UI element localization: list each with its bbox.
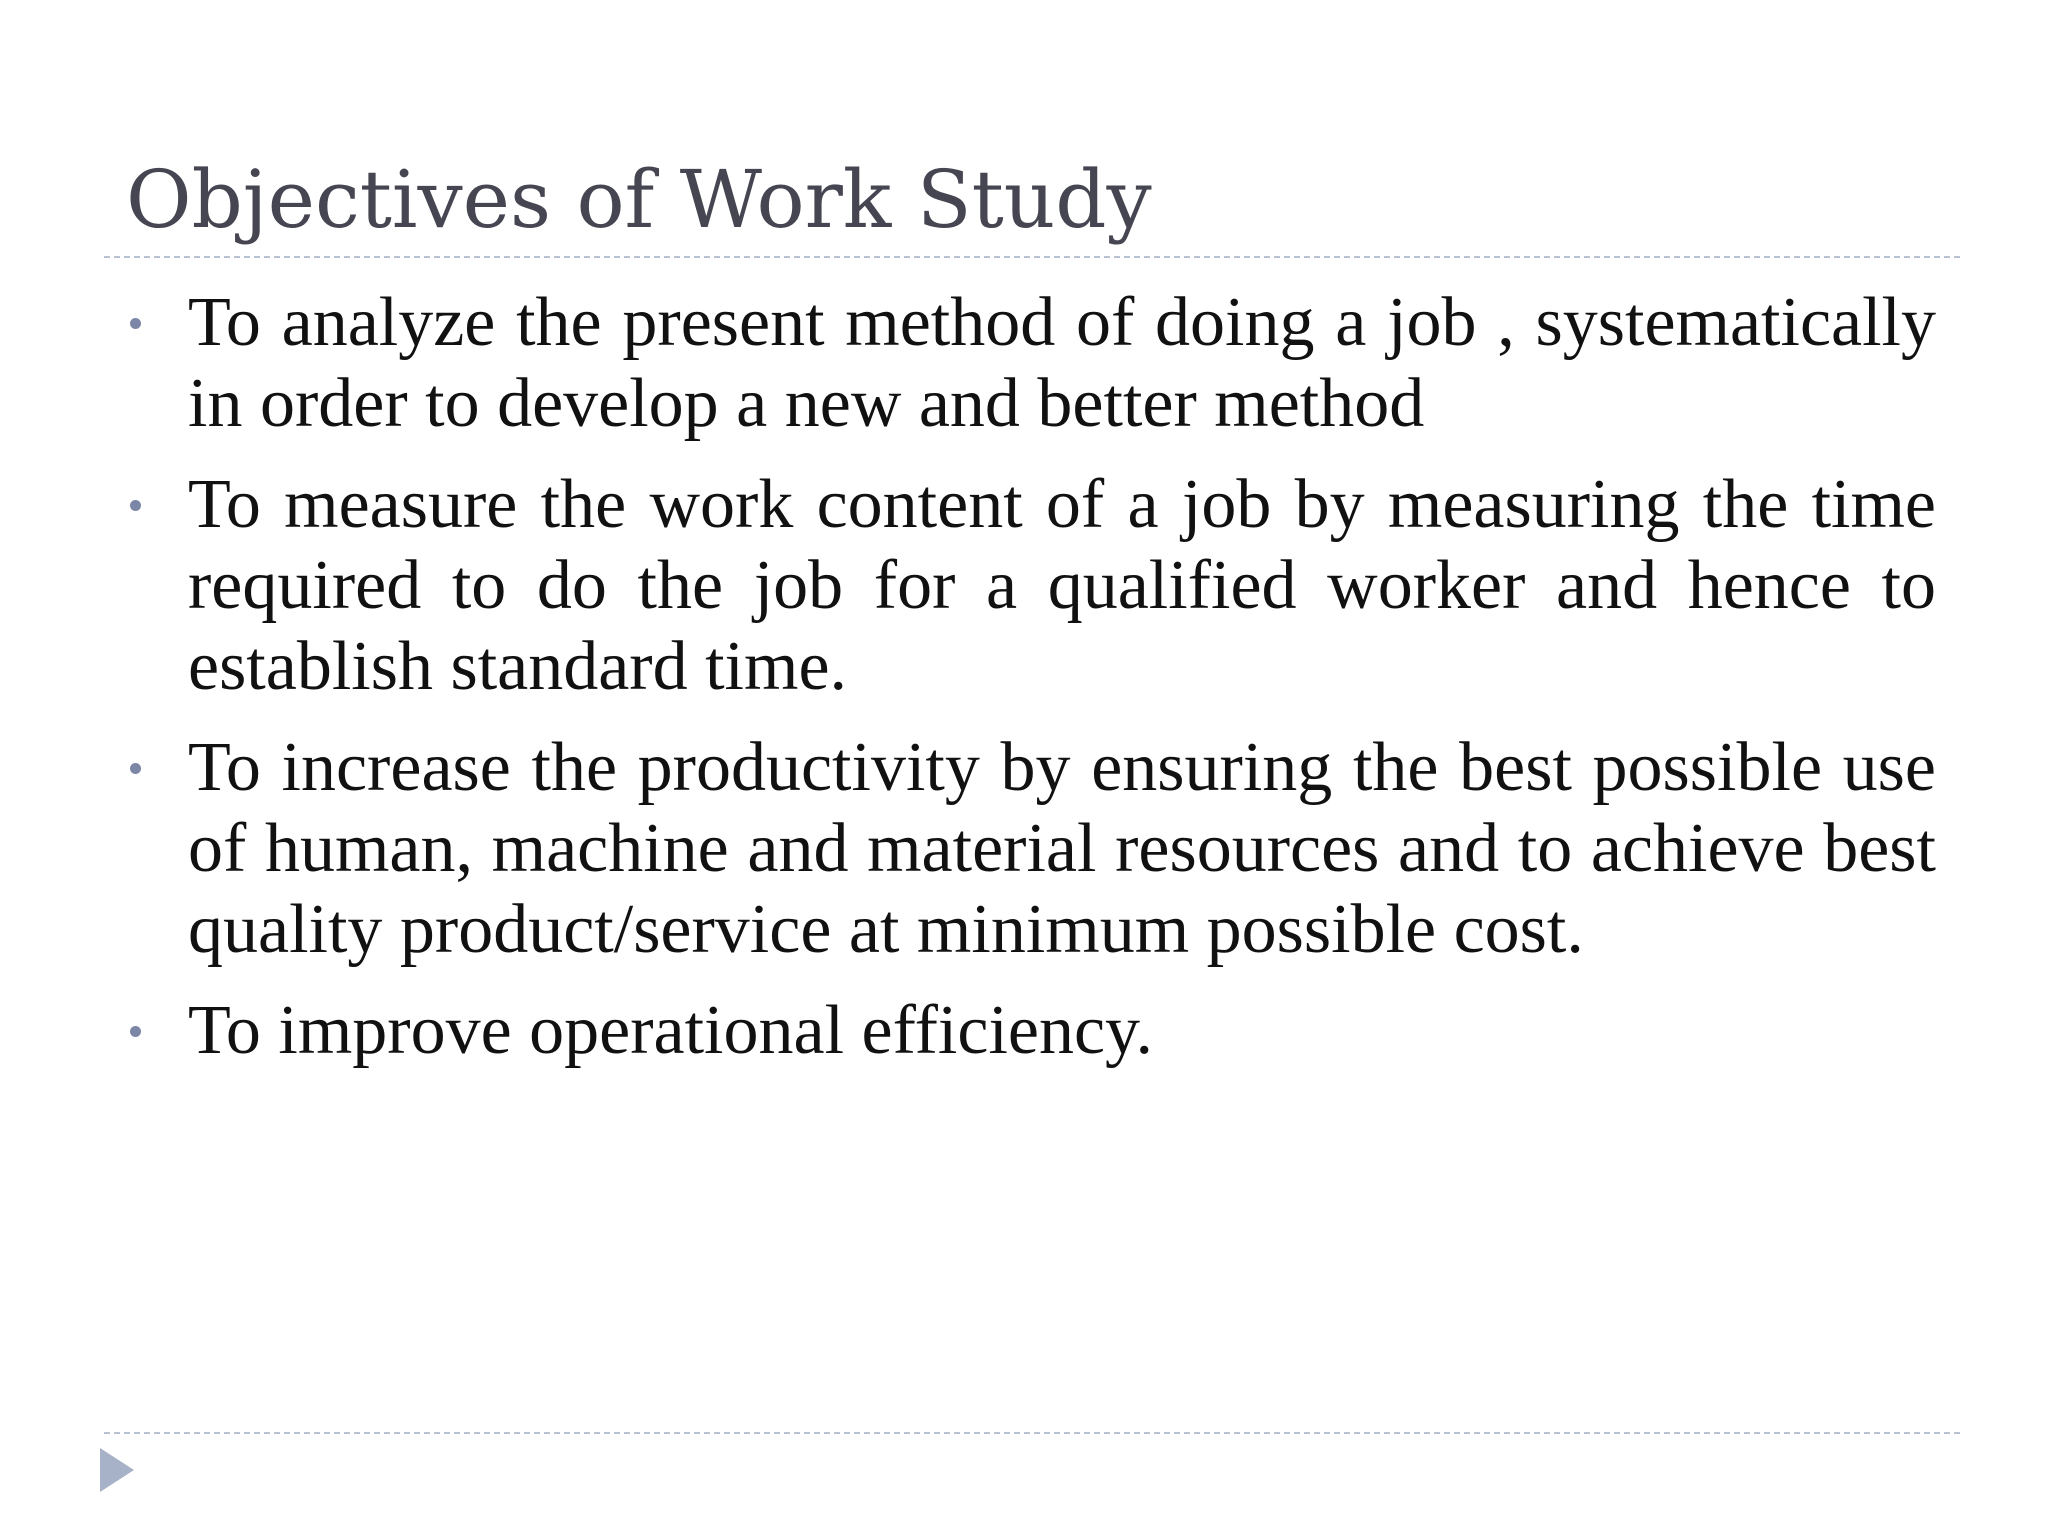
bullet-list [126, 282, 1936, 1091]
title-divider [104, 256, 1960, 258]
bullet-text: To analyze the present method of doing a job , systematically in order to develop a new and better method [188, 284, 1936, 442]
bullet-text: To measure the work content of a job by measuring the time required to do the job for a qualified worker and hence to establish standard time. [188, 466, 1936, 705]
bullet-item [126, 990, 1936, 1071]
bullet-dot-icon [130, 763, 141, 774]
bullet-dot-icon [130, 318, 141, 329]
bullet-item [126, 727, 1936, 970]
bullet-dot-icon [130, 1026, 141, 1037]
footer-divider [104, 1432, 1960, 1434]
bullet-text: To improve operational efficiency. [188, 992, 1153, 1069]
play-triangle-icon[interactable] [100, 1448, 134, 1492]
slide-title: Objectives of Work Study [126, 153, 1152, 246]
bullet-item [126, 282, 1936, 444]
bullet-item [126, 464, 1936, 707]
bullet-dot-icon [130, 500, 141, 511]
bullet-text: To increase the productivity by ensuring the best possible use of human, machine and material resources and to achieve best quality product/service at minimum possible cost. [188, 729, 1936, 968]
